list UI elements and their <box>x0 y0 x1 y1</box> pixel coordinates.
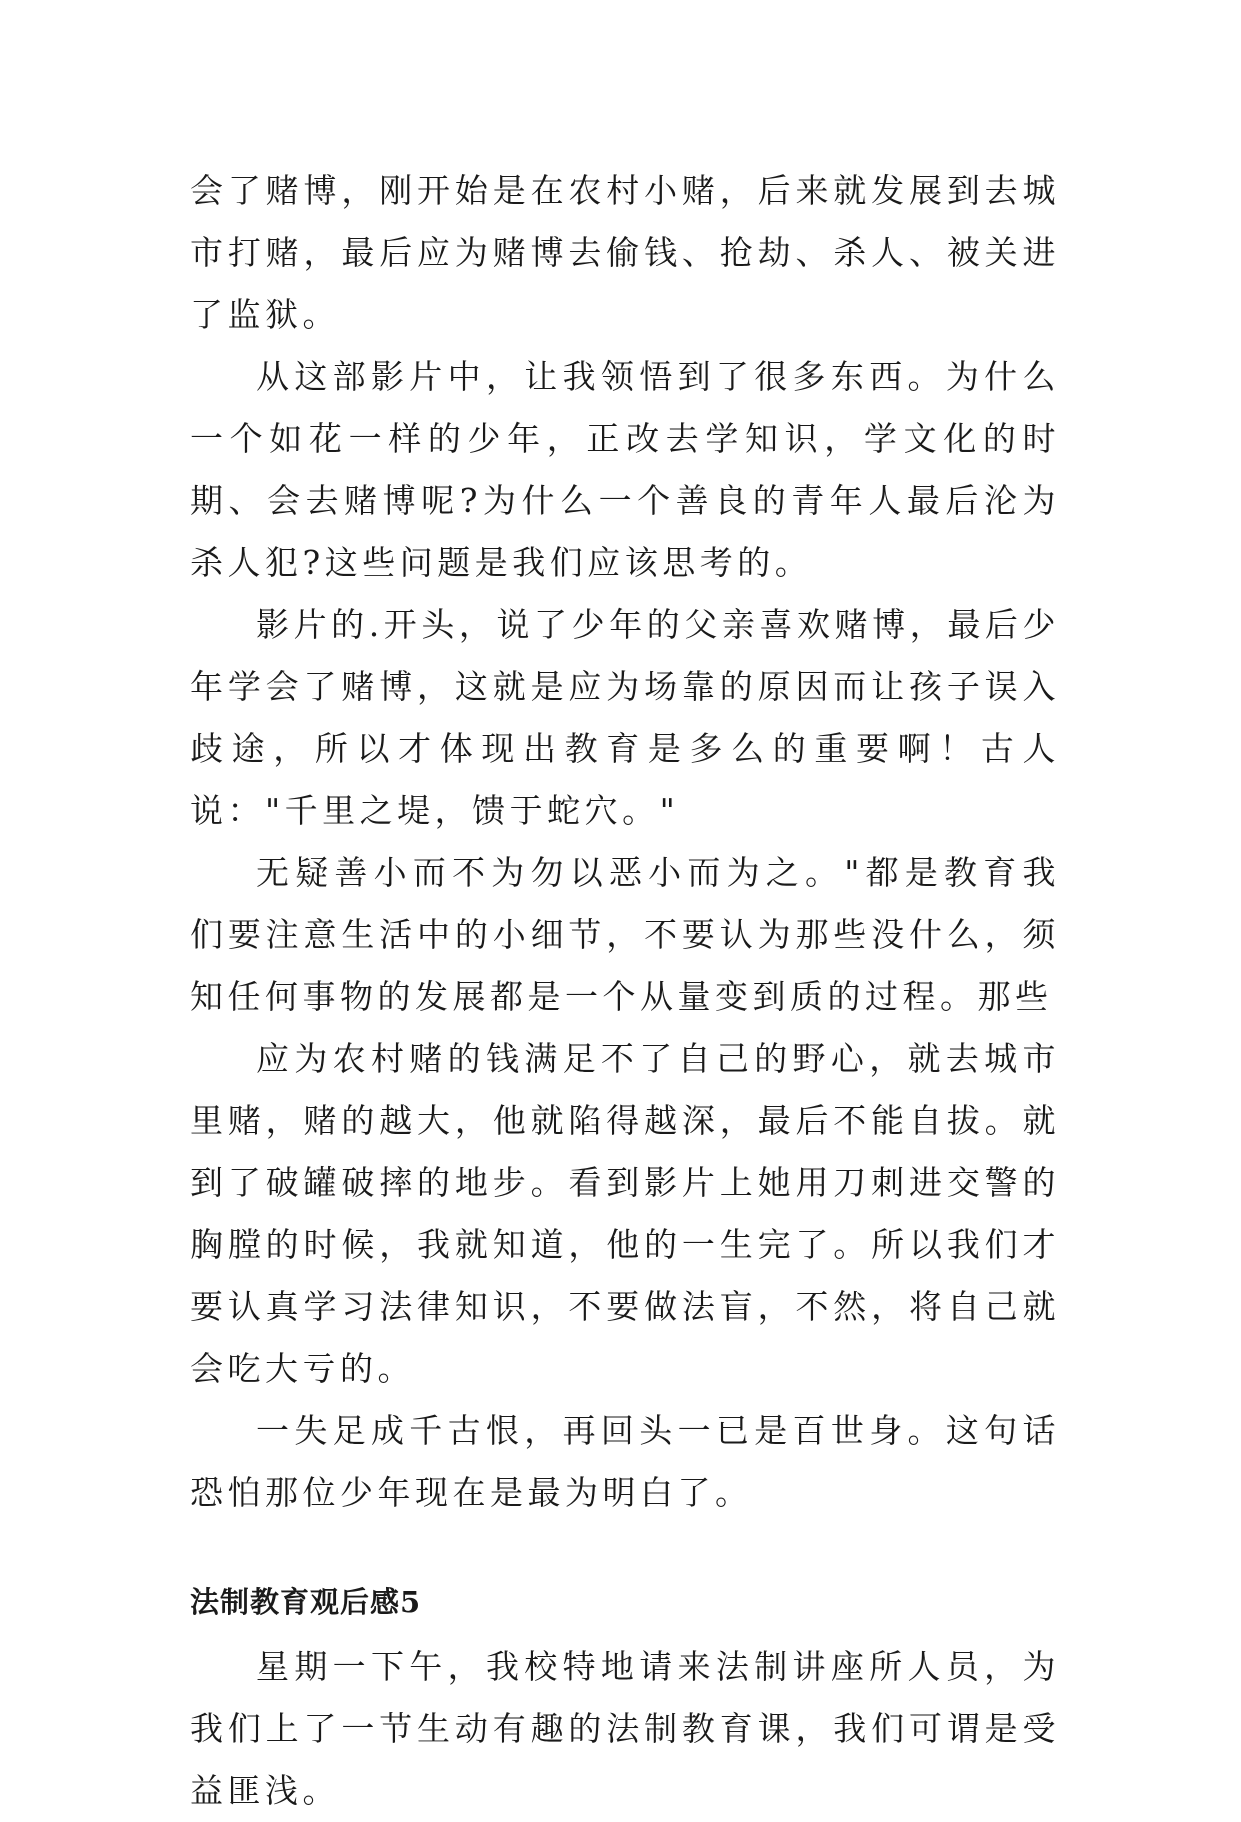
heading-spacer <box>190 1626 1060 1636</box>
document-page <box>190 160 1060 1822</box>
paragraph-3: 影片的.开头，说了少年的父亲喜欢赌博，最后少年学会了赌博，这就是应为场靠的原因而让孩子误入歧途，所以才体现出教育是多么的重要啊！古人说："千里之堤，馈于蛇穴。" <box>190 605 1060 830</box>
section-heading: 法制教育观后感5 <box>190 1585 422 1619</box>
paragraph-2: 从这部影片中，让我领悟到了很多东西。为什么一个如花一样的少年，正改去学知识，学文化的时期、会去赌博呢?为什么一个善良的青年人最后沦为杀人犯?这些问题是我们应该思考的。 <box>190 357 1060 582</box>
paragraph-4: 无疑善小而不为勿以恶小而为之。"都是教育我们要注意生活中的小细节，不要认为那些没什么，须知任何事物的发展都是一个从量变到质的过程。那些 <box>190 853 1060 1016</box>
paragraph-1: 会了赌博，刚开始是在农村小赌，后来就发展到去城市打赌，最后应为赌博去偷钱、抢劫、杀人、被关进了监狱。 <box>190 171 1060 334</box>
paragraph-7: 星期一下午，我校特地请来法制讲座所人员，为我们上了一节生动有趣的法制教育课，我们可谓是受益匪浅。 <box>190 1647 1060 1810</box>
section-spacer <box>190 1524 1060 1578</box>
paragraph-5: 应为农村赌的钱满足不了自己的野心，就去城市里赌，赌的越大，他就陷得越深，最后不能自拔。就到了破罐破摔的地步。看到影片上她用刀刺进交警的胸膛的时候，我就知道，他的一生完了。所以我们才要认真学习法律知识，不要做法盲，不然，将自己就会吃大亏的。 <box>190 1039 1060 1388</box>
paragraph-6: 一失足成千古恨，再回头一已是百世身。这句话恐怕那位少年现在是最为明白了。 <box>190 1411 1060 1512</box>
